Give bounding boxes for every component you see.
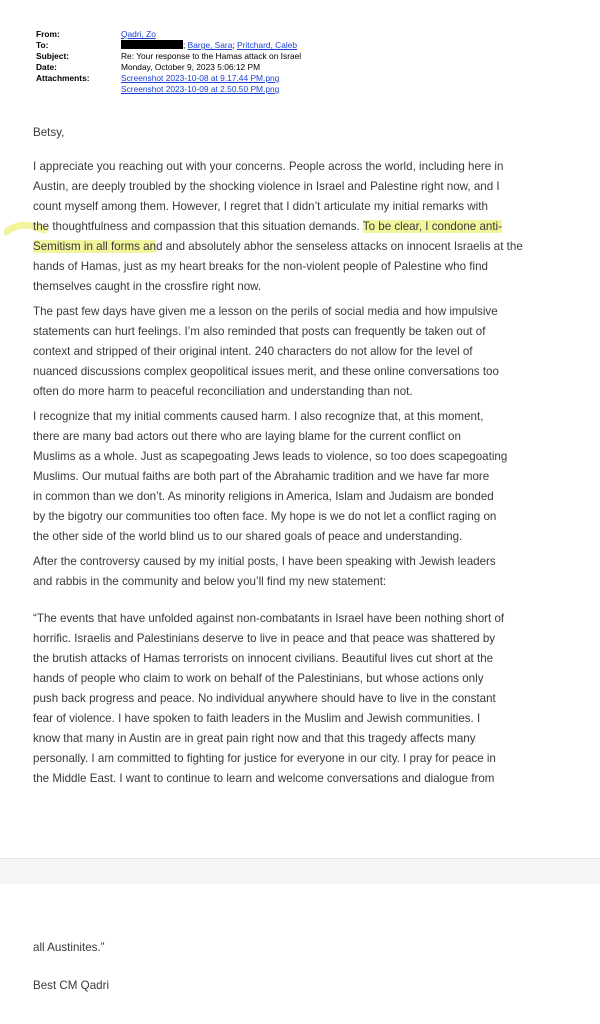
attachment-link[interactable]: Screenshot 2023-10-09 at 2.50.50 PM.png <box>121 84 280 94</box>
paragraph-3 <box>33 407 507 547</box>
body-line: the Middle East. I want to continue to learn and welcome conversations and dialogue from <box>33 772 495 785</box>
subject-label: Subject: <box>36 51 70 61</box>
redacted-recipient <box>121 40 186 50</box>
body-line: count myself among them. However, I regret that I didn’t articulate my initial remarks with <box>33 200 488 213</box>
paragraph-4 <box>33 552 496 592</box>
greeting: Betsy, <box>33 126 65 139</box>
body-line: I appreciate you reaching out with your concerns. People across the world, including here in <box>33 160 504 173</box>
line-text: the thoughtfulness and compassion that this situation demands. <box>33 220 363 233</box>
line-text: d and absolutely abhor the senseless attacks on innocent Israelis at the <box>156 240 523 253</box>
body-line: After the controversy caused by my initial posts, I have been speaking with Jewish leaders <box>33 555 496 568</box>
page-break <box>0 858 600 885</box>
header-subject-row <box>36 51 301 62</box>
body-line: context and stripped of their original intent. 240 characters do not allow for the level of <box>33 345 473 358</box>
body-line: in common than we don’t. As minority religions in America, Islam and Judaism are bonded <box>33 490 494 503</box>
attachment-link[interactable]: Screenshot 2023-10-08 at 9.17.44 PM.png <box>121 73 280 83</box>
header-attachments-row <box>36 73 301 84</box>
body-line: hands of Hamas, just as my heart breaks for the non-violent people of Palestine who find <box>33 260 488 273</box>
signoff: Best CM Qadri <box>33 979 110 992</box>
body-line: hands of people who claim to work on behalf of the Palestinians, but whose actions only <box>33 672 484 685</box>
body-line: statements can hurt feelings. I’m also reminded that posts can frequently be taken out of <box>33 325 486 338</box>
highlighted-text: Semitism in all forms an <box>33 240 157 253</box>
body-line: nuanced discussions complex geopolitical issues merit, and these online conversations too <box>33 365 499 378</box>
email-page-2 <box>0 884 600 1024</box>
body-line: Muslims. Our mutual faiths are both part of the Abrahamic tradition and we have far more <box>33 470 490 483</box>
body-line: often do more harm to peaceful reconciliation and understanding than not. <box>33 385 413 398</box>
header-to-row <box>36 40 301 51</box>
date-label: Date: <box>36 62 57 72</box>
header-date-row <box>36 62 301 73</box>
to-recipient-link[interactable]: Pritchard, Caleb <box>237 40 298 50</box>
to-separator: ; <box>183 40 186 50</box>
body-line-highlight-a <box>33 217 523 237</box>
body-line: horrific. Israelis and Palestinians deserve to live in peace and that peace was shattered by <box>33 632 496 645</box>
body-line: push back progress and peace. No individual anywhere should have to live in the constant <box>33 692 496 705</box>
body-line: I recognize that my initial comments caused harm. I also recognize that, at this moment, <box>33 410 484 423</box>
quoted-statement <box>33 609 504 789</box>
email-header <box>36 29 301 95</box>
paragraph-2 <box>33 302 499 402</box>
attachments-label: Attachments: <box>36 73 90 83</box>
from-label: From: <box>36 29 60 39</box>
highlighted-text: To be clear, I condone anti- <box>362 220 502 233</box>
to-recipient-link[interactable]: Barge, Sara <box>187 40 233 50</box>
body-line: Austin, are deeply troubled by the shocking violence in Israel and Palestine right now, and I <box>33 180 500 193</box>
body-line: themselves caught in the crossfire right now. <box>33 280 262 293</box>
body-line: personally. I am committed to fighting for justice for everyone in our city. I pray for peace in <box>33 752 496 765</box>
to-separator: ; <box>232 40 235 50</box>
body-line: the brutish attacks of Hamas terrorists on innocent civilians. Beautiful lives cut short at the <box>33 652 494 665</box>
body-line: “The events that have unfolded against non-combatants in Israel have been nothing short of <box>33 612 505 625</box>
body-line: and rabbis in the community and below you’ll find my new statement: <box>33 575 387 588</box>
body-line: the other side of the world blind us to our shared goals of peace and understanding. <box>33 530 463 543</box>
body-line: there are many bad actors out there who are laying blame for the current conflict on <box>33 430 461 443</box>
body-line: fear of violence. I have spoken to faith leaders in the Muslim and Jewish communities. I <box>33 712 481 725</box>
body-line: by the bigotry our communities too often face. My hope is we do not let a conflict raging on <box>33 510 497 523</box>
subject-value: Re: Your response to the Hamas attack on Israel <box>121 51 302 61</box>
to-label: To: <box>36 40 49 50</box>
body-line: know that many in Austin are in great pain right now and that this tragedy affects many <box>33 732 476 745</box>
paragraph-1 <box>33 157 523 297</box>
date-value: Monday, October 9, 2023 5:06:12 PM <box>121 62 261 72</box>
header-attachments-row-2 <box>36 84 301 95</box>
body-line-highlight-b <box>33 237 523 257</box>
statement-continuation: all Austinites.” <box>33 941 105 954</box>
body-line: Muslims as a whole. Just as scapegoating Jews leads to violence, so too does scapegoating <box>33 450 508 463</box>
body-line: The past few days have given me a lesson on the perils of social media and how impulsive <box>33 305 498 318</box>
header-from-row <box>36 29 301 40</box>
from-sender-link[interactable]: Qadri, Zo <box>121 29 156 39</box>
